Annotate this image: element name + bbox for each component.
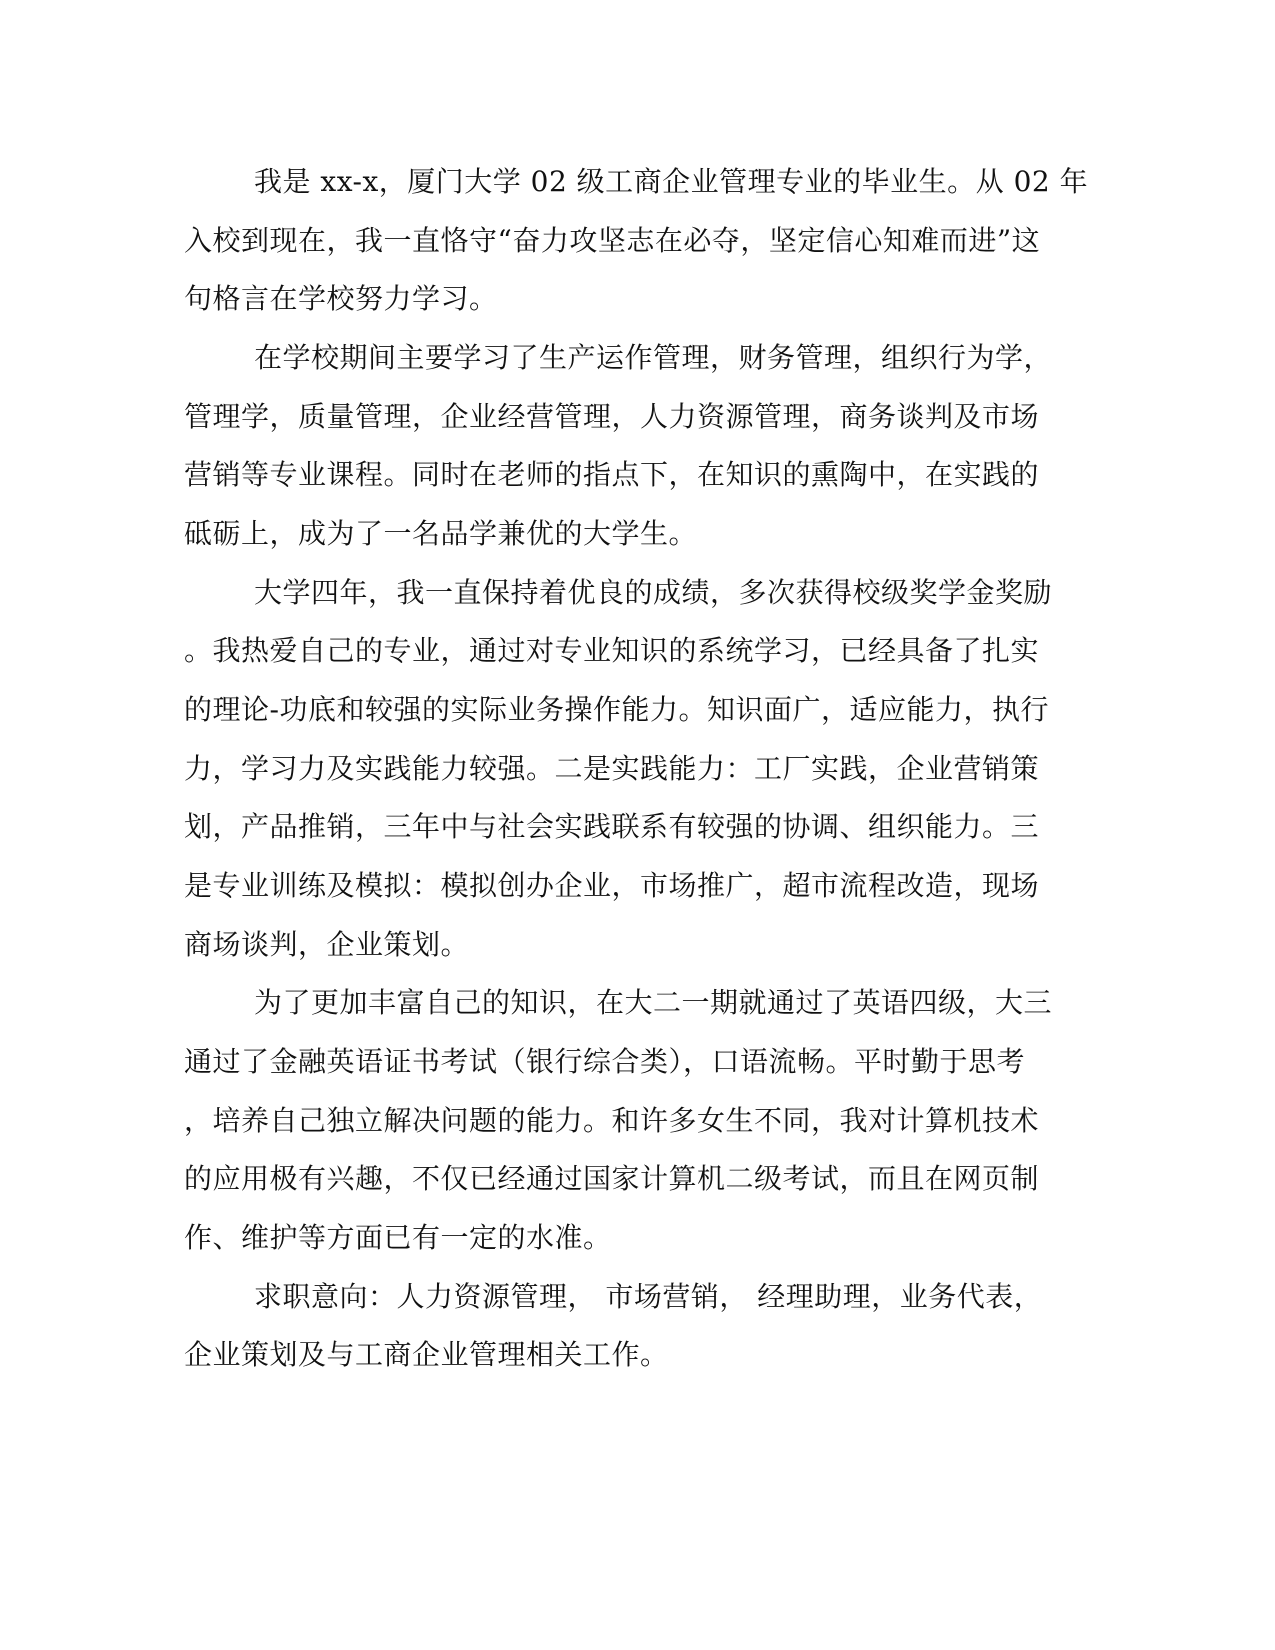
- para4-line2: 通过了金融英语证书考试（银行综合类），口语流畅。平时勤于思考: [184, 1045, 1026, 1078]
- para3-line4: 力，学习力及实践能力较强。二是实践能力：工厂实践，企业营销策: [184, 752, 1040, 785]
- para1-line2: 入校到现在，我一直恪守“奋力攻坚志在必夺，坚定信心知难而进”这: [184, 224, 1041, 257]
- para2-line2: 管理学，质量管理，企业经营管理，人力资源管理，商务谈判及市场: [184, 400, 1040, 433]
- para1-line3: 句格言在学校努力学习。: [184, 282, 498, 315]
- para2-line1: 在学校期间主要学习了生产运作管理，财务管理，组织行为学，: [254, 341, 1053, 374]
- para3-line3: 的理论-功底和较强的实际业务操作能力。知识面广，适应能力，执行: [184, 693, 1049, 726]
- para4-line3: ，培养自己独立解决问题的能力。和许多女生不同，我对计算机技术: [184, 1104, 1040, 1137]
- para4-line1: 为了更加丰富自己的知识，在大二一期就通过了英语四级，大三: [254, 986, 1053, 1019]
- para3-line6: 是专业训练及模拟：模拟创办企业，市场推广，超市流程改造，现场: [184, 869, 1040, 902]
- para2-line3: 营销等专业课程。同时在老师的指点下，在知识的熏陶中，在实践的: [184, 458, 1040, 491]
- para5-line2: 企业策划及与工商企业管理相关工作。: [184, 1338, 669, 1371]
- para3-line2: 。我热爱自己的专业，通过对专业知识的系统学习，已经具备了扎实: [184, 634, 1040, 667]
- para4-line4: 的应用极有兴趣，不仅已经通过国家计算机二级考试，而且在网页制: [184, 1162, 1040, 1195]
- para3-line5: 划，产品推销，三年中与社会实践联系有较强的协调、组织能力。三: [184, 810, 1040, 843]
- para3-line1: 大学四年，我一直保持着优良的成绩，多次获得校级奖学金奖励: [254, 576, 1053, 609]
- para4-line5: 作、维护等方面已有一定的水准。: [184, 1221, 612, 1254]
- para1-line1: 我是 xx-x，厦门大学 02 级工商企业管理专业的毕业生。从 02 年: [254, 165, 1089, 198]
- para5-line1: 求职意向：人力资源管理， 市场营销， 经理助理，业务代表，: [254, 1280, 1043, 1313]
- para2-line4: 砥砺上，成为了一名品学兼优的大学生。: [184, 517, 698, 550]
- para3-line7: 商场谈判，企业策划。: [184, 928, 470, 961]
